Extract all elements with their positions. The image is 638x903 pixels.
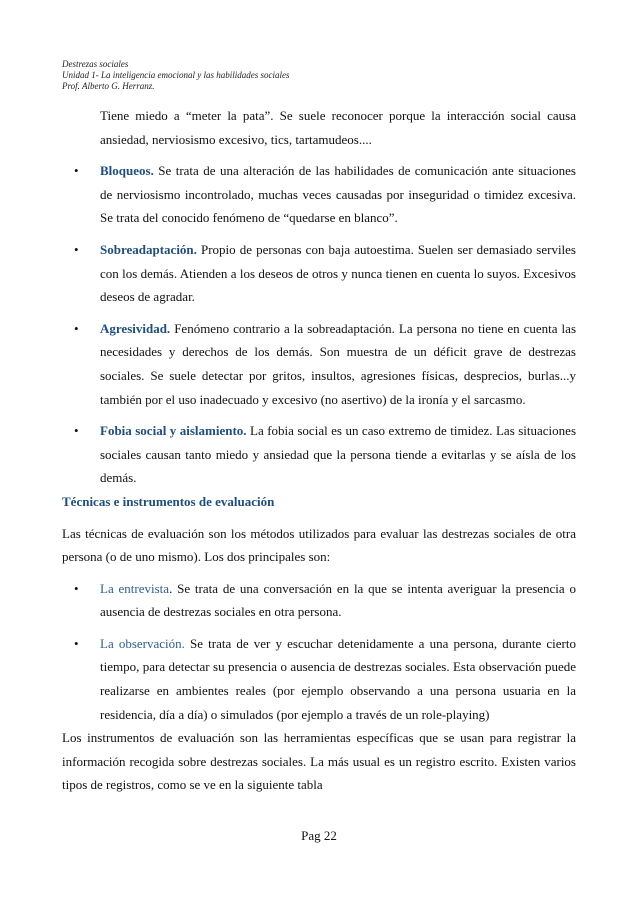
bullet-term: Bloqueos.: [100, 163, 154, 179]
bullet-icon: •: [74, 320, 79, 336]
header-unit: Unidad 1- La inteligencia emocional y las habilidades sociales: [62, 70, 290, 80]
bullet-icon: •: [74, 580, 79, 596]
bullet-item-entrevista: [62, 577, 576, 624]
bullet-icon: •: [74, 423, 79, 439]
intro-continuation: Tiene miedo a “meter la pata”. Se suele reconocer porque la interacción social causa ansiedad, nerviosismo excesivo, tics, tartamudeos....: [100, 108, 576, 147]
bullet-text: Se trata de ver y escuchar detenidamente a una persona, durante cierto tiempo, para detectar su presencia o ausencia de destrezas sociales. Esta observación puede realizarse en ambientes reales (por ejemplo observando a una persona usuaria en la residencia, día a día) o simulados (por ejemplo a través de un role-playing): [100, 635, 576, 722]
bullet-term: Fobia social y aislamiento.: [100, 423, 247, 439]
page-content: [62, 104, 576, 797]
closing-paragraph: Los instrumentos de evaluación son las herramientas específicas que se usan para registrar la información recogida sobre destrezas sociales. La más usual es un registro escrito. Existen varios tipos de registros, como se ve en la siguiente tabla: [62, 730, 576, 793]
bullet-item-observacion: [62, 632, 576, 726]
page-header: [62, 59, 289, 92]
bullet-term: La entrevista: [100, 580, 170, 596]
bullet-icon: •: [74, 635, 79, 651]
bullet-term: Agresividad.: [100, 320, 171, 336]
bullet-item-fobia-social: [62, 419, 576, 490]
bullet-text: La fobia social es un caso extremo de timidez. Las situaciones sociales causan tanto miedo y ansiedad que la persona tiende a evitarlas y se aísla de los demás.: [100, 423, 576, 486]
bullet-term: Sobreadaptación.: [100, 241, 197, 257]
bullet-text: Se trata de una alteración de las habilidades de comunicación ante situaciones de nerviosismo incontrolado, muchas veces causadas por inseguridad o timidez excesiva. Se trata del conocido fenómeno de “quedarse en blanco”.: [100, 163, 576, 226]
bullet-icon: •: [74, 163, 79, 179]
bullet-text: Fenómeno contrario a la sobreadaptación. La persona no tiene en cuenta las necesidades y derechos de los demás. Son muestra de un déficit grave de destrezas sociales. Se suele detectar por gritos, insultos, agresiones físicas, desprecios, burlas...y también por el uso inadecuado y excesivo (no asertivo) de la ironía y el sarcasmo.: [100, 320, 576, 407]
section-heading: Técnicas e instrumentos de evaluación: [62, 493, 275, 509]
bullet-icon: •: [74, 241, 79, 257]
header-author: Prof. Alberto G. Herranz.: [62, 81, 155, 91]
page-number: Pag 22: [301, 828, 337, 843]
header-course: Destrezas sociales: [62, 59, 129, 69]
bullet-item-sobreadaptacion: [62, 238, 576, 309]
bullet-item-bloqueos: [62, 159, 576, 230]
bullet-item-agresividad: [62, 317, 576, 411]
bullet-term: La observación.: [100, 635, 185, 651]
bullet-list-top: [62, 159, 576, 490]
bullet-text: . Se trata de una conversación en la que se intenta averiguar la presencia o ausencia de destrezas sociales en otra persona.: [100, 580, 576, 620]
bullet-list-bottom: [62, 577, 576, 727]
section-intro: Las técnicas de evaluación son los métodos utilizados para evaluar las destrezas sociales de otra persona (o de uno mismo). Los dos principales son:: [62, 525, 576, 565]
bullet-text: Propio de personas con baja autoestima. Suelen ser demasiado serviles con los demás. Atienden a los deseos de otros y nunca tienen en cuenta lo suyos. Excesivos deseos de agradar.: [100, 241, 576, 305]
